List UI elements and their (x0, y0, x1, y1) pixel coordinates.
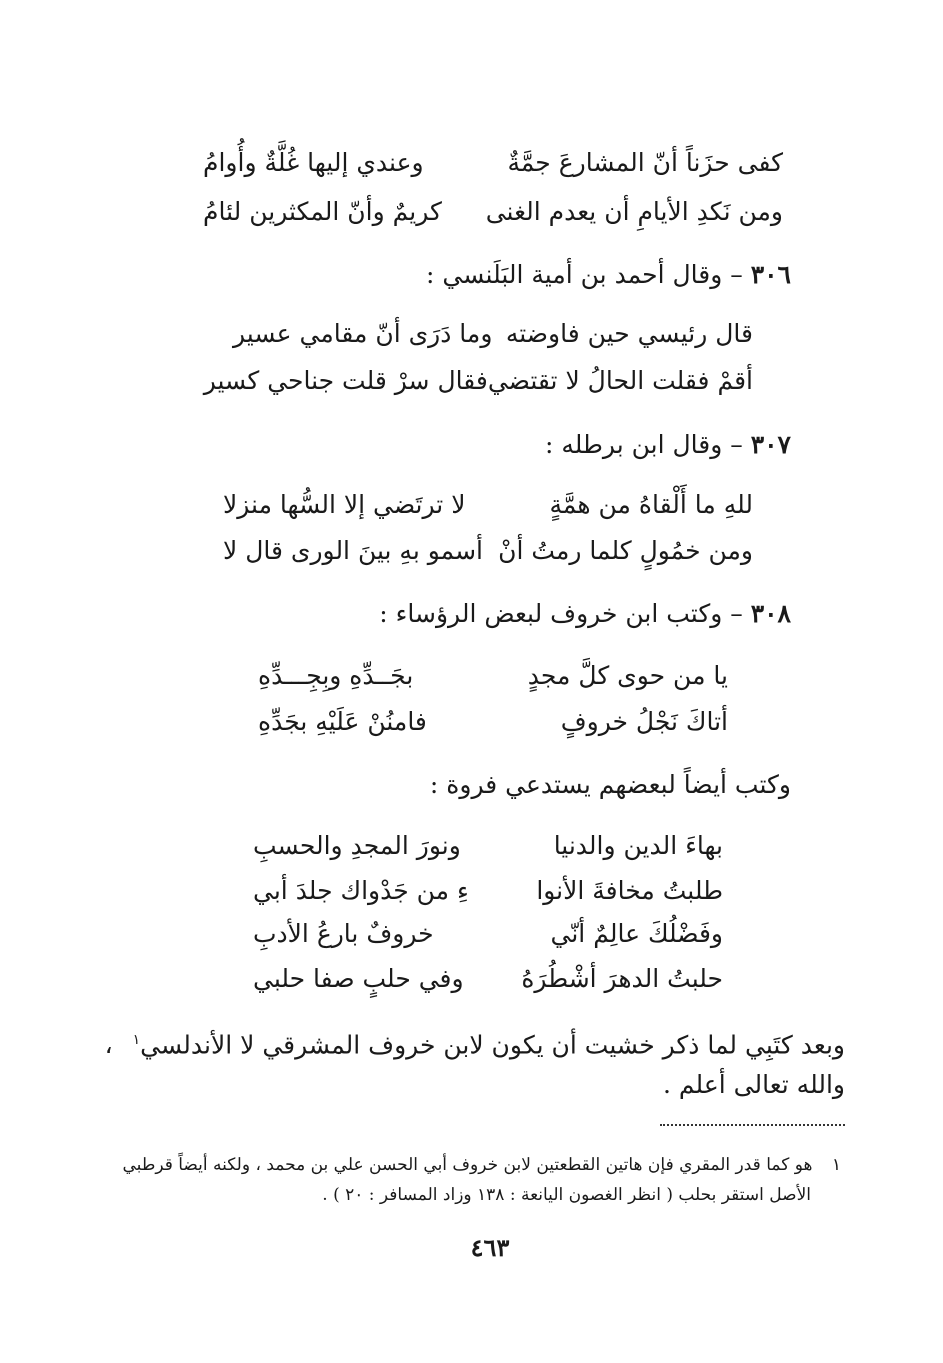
entry-306-heading (426, 258, 791, 292)
hemistich-2a: ومن نَكدِ الأيامِ أن يعدم الغنى (485, 197, 783, 226)
closing-line-1 (105, 1018, 845, 1067)
hemistich: حلبتُ الدهرَ أشْطُرَهُ (521, 964, 723, 993)
verse-307-2 (223, 534, 753, 568)
verse-1 (203, 146, 783, 180)
hemistich: للهِ ما أَلْقاهُ من همَّةٍ (549, 490, 753, 519)
entry-number: ٣٠٧ (750, 430, 791, 459)
hemistich: أقمْ فقلت الحالُ لا تقتضي (487, 366, 753, 395)
footnote-text-1: هو كما قدر المقري فإن هاتين القطعتين لابن خروف أبي الحسن علي بن محمد ، ولكنه أيضاً قرطبي (122, 1155, 813, 1175)
verse-306-1 (233, 317, 753, 351)
verse-also-4 (253, 962, 723, 996)
entry-intro: – وقال ابن برطله : (544, 430, 743, 459)
closing-text-2: والله تعالى أعلم . (663, 1070, 845, 1099)
footnote-line-1 (122, 1150, 841, 1180)
closing-comma: ، (104, 1030, 113, 1060)
footnote-line-2 (121, 1180, 811, 1210)
footnote-text-2: الأصل استقر بحلب ( انظر الغصون اليانعة : ١٣٨ وزاد المسافر : ٢٠ ) . (322, 1185, 811, 1205)
verse-306-2 (203, 364, 753, 398)
hemistich-1a: كفى حزَناً أنّ المشارعَ جمَّةٌ (507, 148, 783, 177)
verse-308-1 (258, 659, 728, 693)
verse-also-3 (253, 917, 723, 951)
footnote-ref: ١ (132, 1032, 141, 1048)
closing-line-2 (663, 1063, 845, 1107)
entry-308-heading (379, 597, 791, 631)
hemistich: أتاكَ نَجْلُ خروفٍ (560, 707, 728, 736)
verse-307-1 (223, 488, 753, 522)
hemistich: خروفٌ بارعُ الأدبِ (253, 919, 434, 948)
hemistich-2b: كريمٌ وأنّ المكثرين لئامُ (203, 197, 442, 226)
also-intro: وكتب أيضاً لبعضهم يستدعي فروة : (429, 770, 791, 799)
entry-number: ٣٠٦ (750, 260, 791, 289)
hemistich: بجَــدِّهِ وبِجِـــدِّهِ (258, 661, 414, 690)
closing-text: وبعد كتَبِي لما ذكر خشيت أن يكون لابن خروف المشرقي لا الأندلسي (140, 1030, 845, 1060)
hemistich: فامنُنْ عَلَيْهِ بجَدِّهِ (258, 707, 427, 736)
entry-307-heading (545, 428, 791, 462)
hemistich: ومن خمُولٍ كلما رمتُ أنْ (498, 536, 753, 565)
verse-also-2 (253, 874, 723, 908)
also-heading (430, 768, 791, 802)
footnote-marker: ١ (831, 1155, 841, 1175)
verse-also-1 (253, 829, 723, 863)
verse-308-2 (258, 705, 728, 739)
hemistich: أسمو بهِ بينَ الورى قال لا (223, 536, 483, 565)
entry-intro: – وقال أحمد بن أمية البَلَنسي : (426, 260, 743, 289)
hemistich: لا ترتَضي إلا السُّها منزلا (223, 490, 466, 519)
hemistich: وفي حلبٍ صفا حلبي (253, 964, 464, 993)
hemistich: ءِ من جَدْواك جلدَ أبي (253, 876, 469, 905)
hemistich: يا من حوى كلَّ مجدٍ (527, 661, 728, 690)
hemistich: طلبتُ مخافةَ الأنوا (536, 876, 723, 905)
hemistich-1b: وعندي إليها غُلَّةٌ وأُوامُ (203, 148, 424, 177)
hemistich: وفَضْلُكَ عالِمٌ أنّي (550, 919, 723, 948)
footnote-divider (660, 1124, 845, 1126)
page-number: ٤٦٣ (470, 1233, 510, 1262)
hemistich: بهاءَ الدين والدنيا (553, 831, 723, 860)
entry-intro: – وكتب ابن خروف لبعض الرؤساء : (379, 599, 743, 628)
verse-2 (203, 195, 783, 229)
hemistich: فقال سرْ قلت جناحي كسير (203, 366, 488, 395)
entry-number: ٣٠٨ (750, 599, 791, 628)
hemistich: ونورَ المجدِ والحسبِ (253, 831, 461, 860)
hemistich: وما دَرَى أنّ مقامي عسير (233, 319, 493, 348)
hemistich: قال رئيسي حين فاوضته (505, 319, 753, 348)
